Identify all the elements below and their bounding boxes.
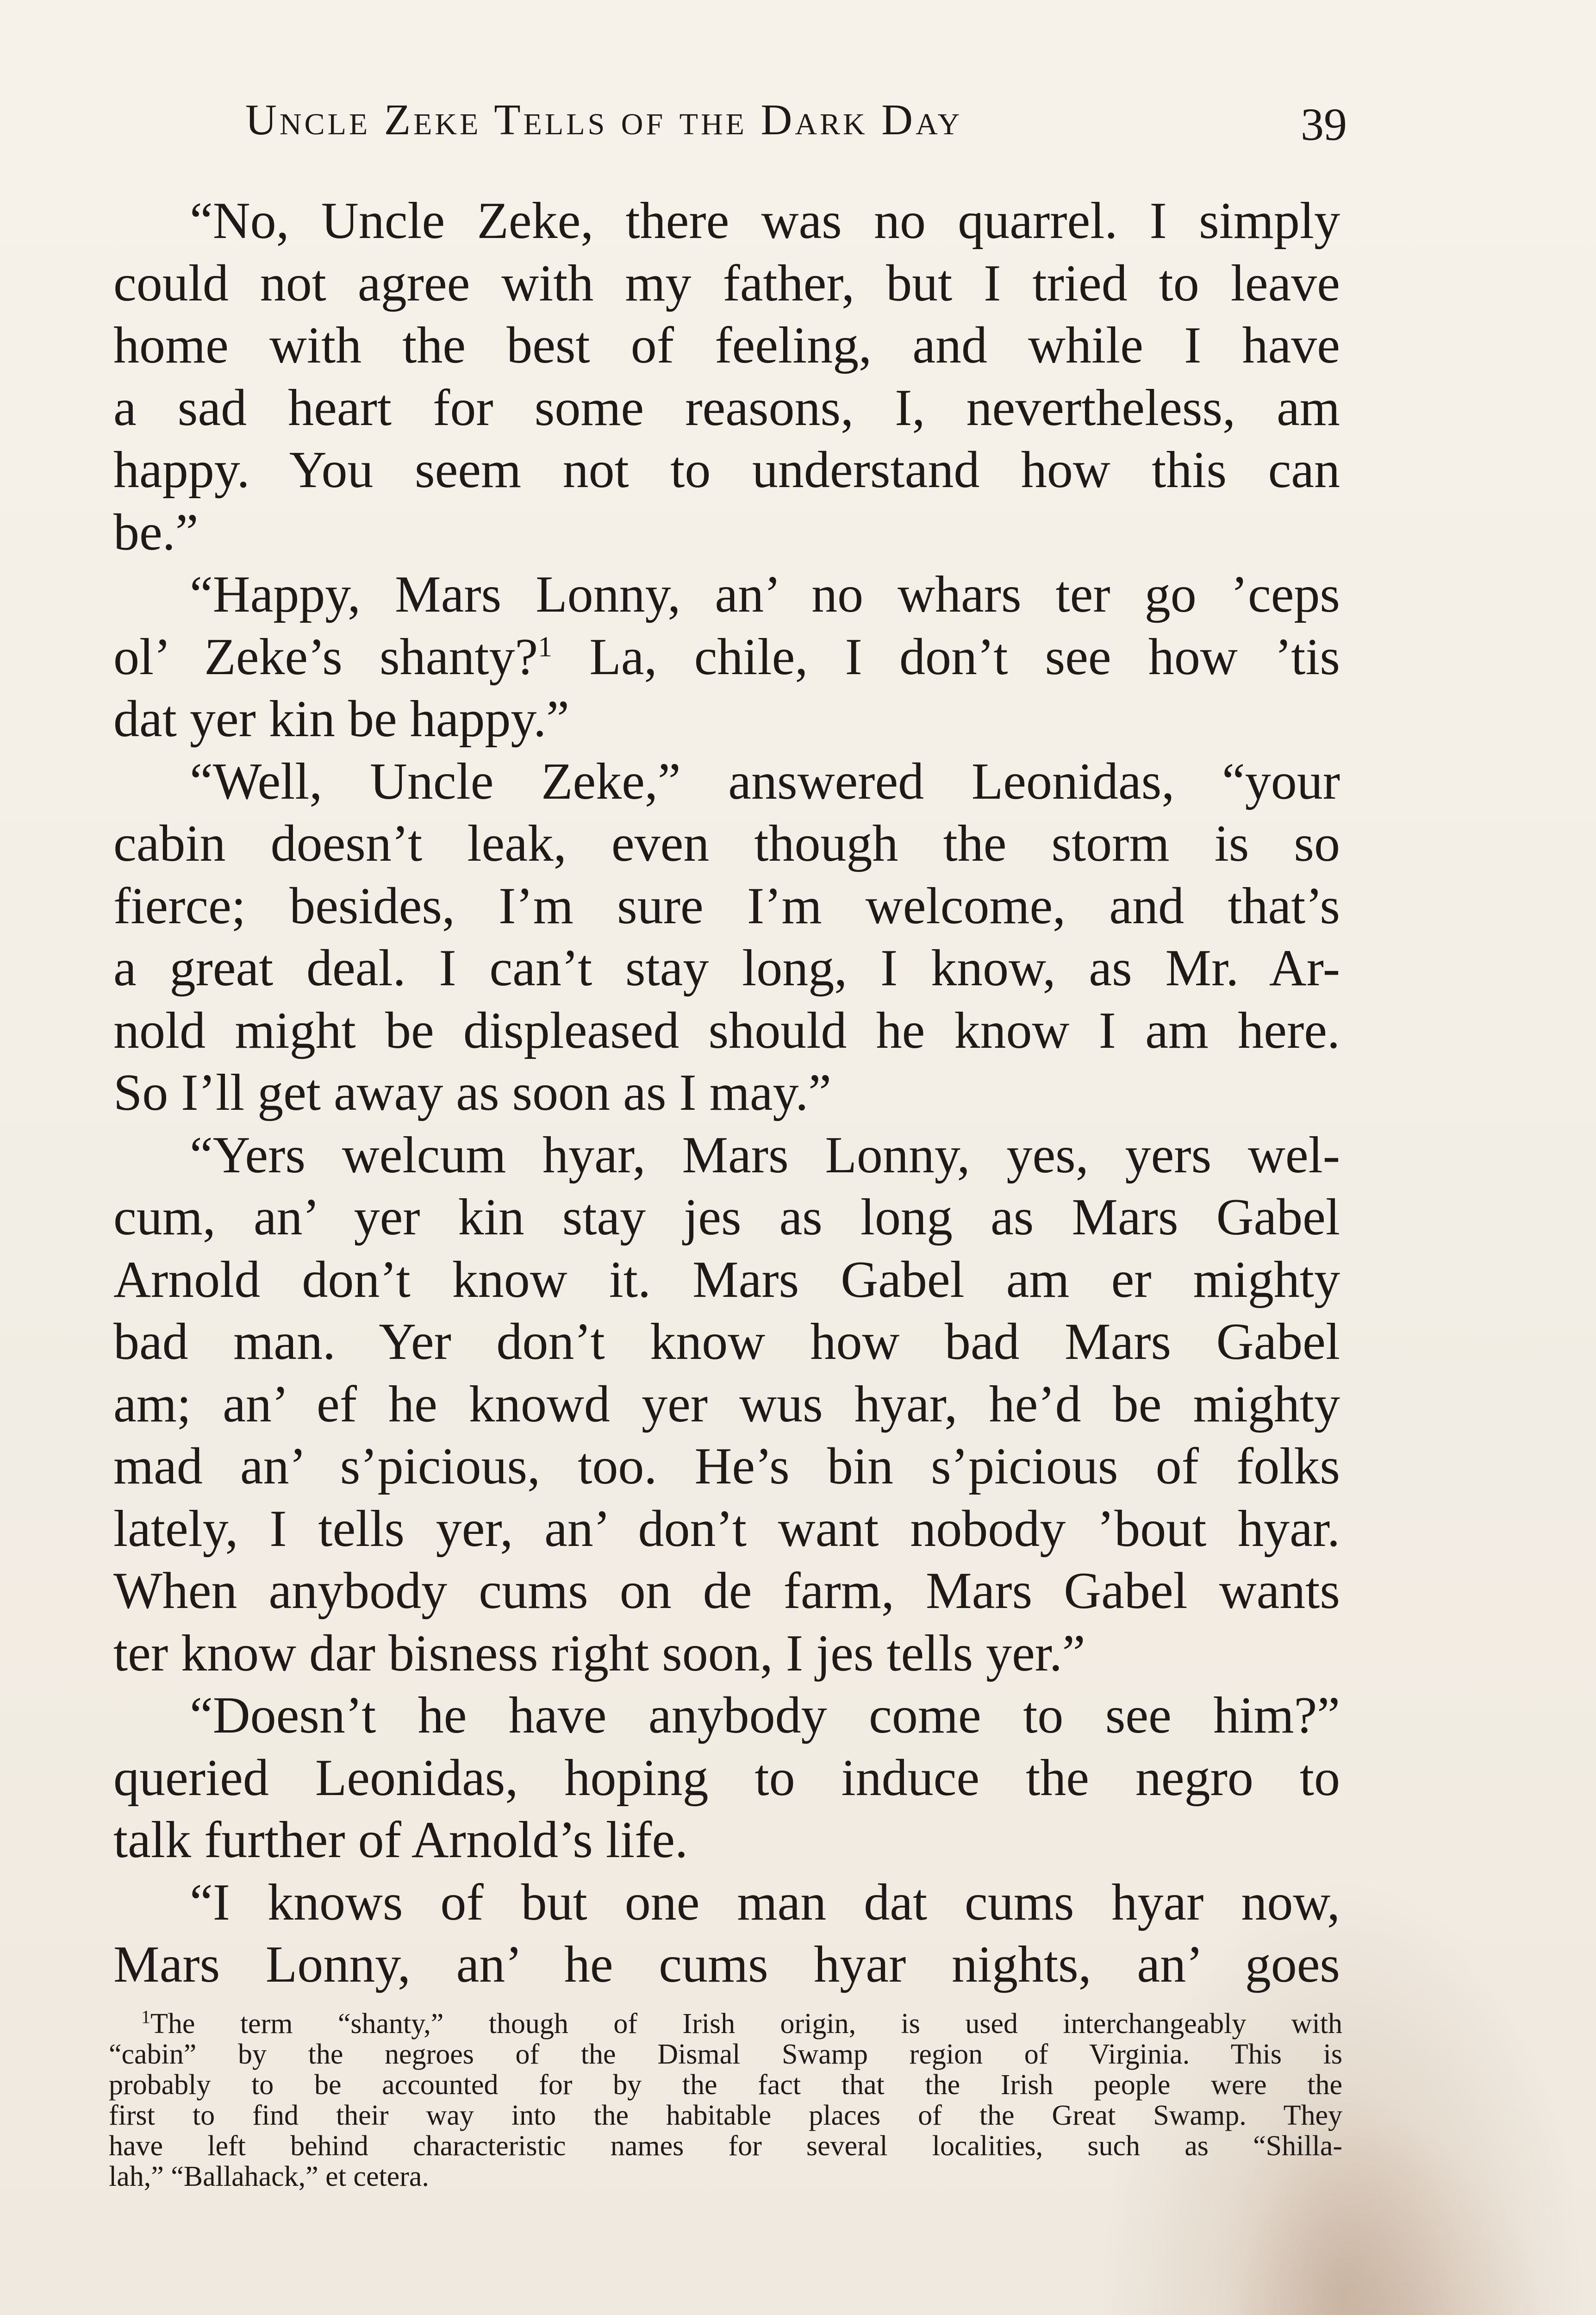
- text-segment: ol’ Zeke’s shanty?: [113, 628, 538, 686]
- text-line: mad an’ s’picious, too. He’s bin s’picious of folks: [113, 1438, 1340, 1495]
- running-title: Uncle Zeke Tells of the Dark Day: [245, 96, 963, 144]
- text-line: nold might be displeased should he know I am here.: [113, 1001, 1340, 1059]
- footnote-line: lah,” “Ballahack,” et cetera.: [109, 2161, 429, 2192]
- footnote-line: [109, 2008, 1342, 2039]
- footnote-marker: 1: [141, 2006, 150, 2027]
- text-line: dat yer kin be happy.”: [113, 690, 569, 748]
- text-line: So I’ll get away as soon as I may.”: [113, 1064, 831, 1121]
- text-line: “Yers welcum hyar, Mars Lonny, yes, yers wel-: [190, 1126, 1340, 1184]
- footnote-text: The term “shanty,” though of Irish origin, is used interchangeably with: [150, 2008, 1342, 2040]
- text-line: Arnold don’t know it. Mars Gabel am er mighty: [113, 1251, 1340, 1308]
- footnote-line: have left behind characteristic names for several localities, such as “Shilla-: [109, 2130, 1342, 2162]
- page-header: [245, 95, 1347, 150]
- text-line: a sad heart for some reasons, I, nevertheless, am: [113, 379, 1340, 437]
- text-line: When anybody cums on de farm, Mars Gabel wants: [113, 1562, 1340, 1620]
- text-segment: La, chile, I don’t see how ’tis: [589, 628, 1340, 686]
- text-line: cabin doesn’t leak, even though the storm is so: [113, 815, 1340, 872]
- footnote-line: “cabin” by the negroes of the Dismal Swamp region of Virginia. This is: [109, 2039, 1342, 2070]
- text-line: talk further of Arnold’s life.: [113, 1811, 688, 1869]
- text-line: queried Leonidas, hoping to induce the negro to: [113, 1749, 1340, 1807]
- text-line: home with the best of feeling, and while I have: [113, 317, 1340, 374]
- footnote-reference: 1: [538, 631, 553, 663]
- text-line: Mars Lonny, an’ he cums hyar nights, an’ goes: [113, 1936, 1340, 1993]
- text-line-with-footnote: [113, 626, 1340, 688]
- text-line: “Doesn’t he have anybody come to see him?”: [190, 1687, 1340, 1744]
- text-line: cum, an’ yer kin stay jes as long as Mars Gabel: [113, 1189, 1340, 1246]
- footnote-line: probably to be accounted for by the fact that the Irish people were the: [109, 2069, 1342, 2101]
- text-line: a great deal. I can’t stay long, I know, as Mr. Ar-: [113, 939, 1340, 997]
- text-line: happy. You seem not to understand how this can: [113, 441, 1340, 499]
- text-line: ter know dar bisness right soon, I jes tells yer.”: [113, 1624, 1085, 1682]
- text-line: “Happy, Mars Lonny, an’ no whars ter go ’ceps: [190, 566, 1340, 623]
- text-line: am; an’ ef he knowd yer wus hyar, he’d be mighty: [113, 1375, 1340, 1433]
- text-line: lately, I tells yer, an’ don’t want nobody ’bout hyar.: [113, 1500, 1340, 1558]
- footnote: [109, 2008, 1342, 2192]
- text-line: “I knows of but one man dat cums hyar now,: [190, 1873, 1340, 1931]
- text-line: be.”: [113, 503, 199, 561]
- page-number: 39: [1301, 99, 1347, 150]
- text-line: “Well, Uncle Zeke,” answered Leonidas, “your: [190, 752, 1340, 810]
- text-line: bad man. Yer don’t know how bad Mars Gabel: [113, 1313, 1340, 1370]
- footnote-line: first to find their way into the habitable places of the Great Swamp. They: [109, 2100, 1342, 2131]
- text-line: fierce; besides, I’m sure I’m welcome, and that’s: [113, 877, 1340, 935]
- body-text: [113, 190, 1340, 1996]
- text-line: “No, Uncle Zeke, there was no quarrel. I simply: [190, 192, 1340, 250]
- text-line: could not agree with my father, but I tried to leave: [113, 254, 1340, 312]
